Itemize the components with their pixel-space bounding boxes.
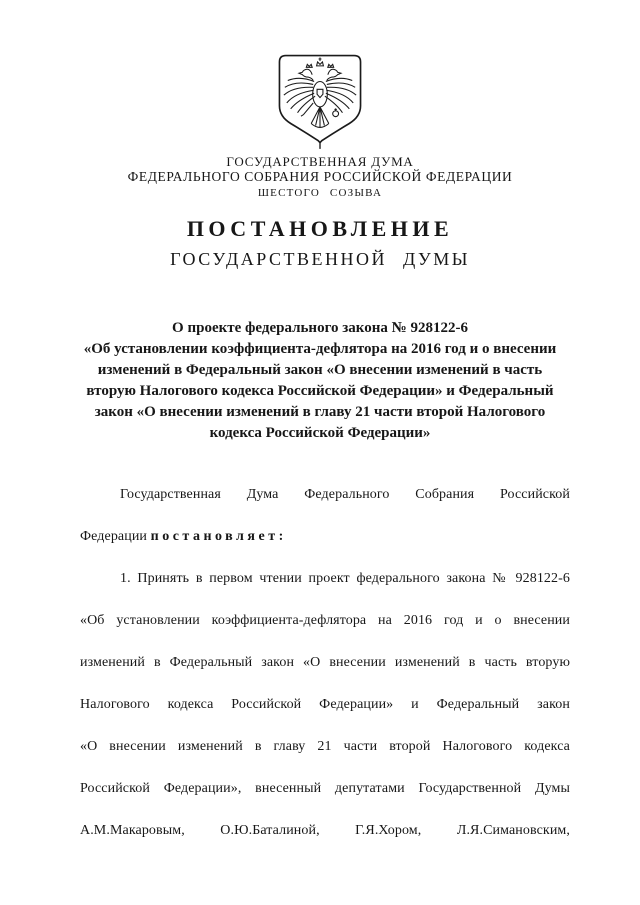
body-line — [80, 516, 570, 558]
body-line: А.М.Макаровым, О.Ю.Баталиной, Г.Я.Хором, Л.Я.Симановским, — [80, 823, 570, 839]
body-line: Государственная Дума Федерального Собрания Российской — [120, 487, 570, 503]
paragraph-preamble — [80, 474, 570, 558]
body-line: 1. Принять в первом чтении проект федерального закона № 928122-6 — [120, 571, 570, 587]
body-line: Российской Федерации», внесенный депутатами Государственной Думы — [80, 781, 570, 797]
title-line: вторую Налогового кодекса Российской Федерации» и Федеральный — [86, 383, 554, 400]
letterhead-convocation: ШЕСТОГО СОЗЫВА — [257, 187, 383, 200]
title-line: закон «О внесении изменений в главу 21 части второй Налогового — [94, 404, 546, 421]
title-line: О проекте федерального закона № 928122-6 — [172, 320, 468, 337]
body-line: Налогового кодекса Российской Федерации» и Федеральный закон — [80, 697, 570, 713]
letterhead-assembly: ФЕДЕРАЛЬНОГО СОБРАНИЯ РОССИЙСКОЙ ФЕДЕРАЦИИ — [127, 169, 513, 185]
russian-coat-of-arms-icon — [278, 54, 362, 150]
title-line: «Об установлении коэффициента-дефлятора на 2016 год и о внесении — [83, 341, 557, 358]
document-issuer: ГОСУДАРСТВЕННОЙ ДУМЫ — [170, 249, 470, 270]
body-line: изменений в Федеральный закон «О внесении изменений в часть вторую — [80, 655, 570, 671]
paragraph-item-1 — [80, 558, 570, 852]
body-line: «Об установлении коэффициента-дефлятора на 2016 год и о внесении — [80, 613, 570, 629]
title-line: изменений в Федеральный закон «О внесении изменений в часть — [97, 362, 543, 379]
letterhead-institution: ГОСУДАРСТВЕННАЯ ДУМА — [226, 154, 414, 169]
document-type: ПОСТАНОВЛЕНИЕ — [186, 216, 454, 242]
letterhead — [0, 154, 640, 200]
resolves-keyword: постановляет: — [150, 529, 287, 545]
emblem-container — [0, 0, 640, 150]
document-type-block — [0, 216, 640, 270]
resolution-title — [70, 318, 570, 444]
body-line-text: Федерации — [80, 529, 151, 545]
resolution-body — [0, 474, 640, 852]
body-line: «О внесении изменений в главу 21 части второй Налогового кодекса — [80, 739, 570, 755]
title-line: кодекса Российской Федерации» — [209, 425, 431, 442]
